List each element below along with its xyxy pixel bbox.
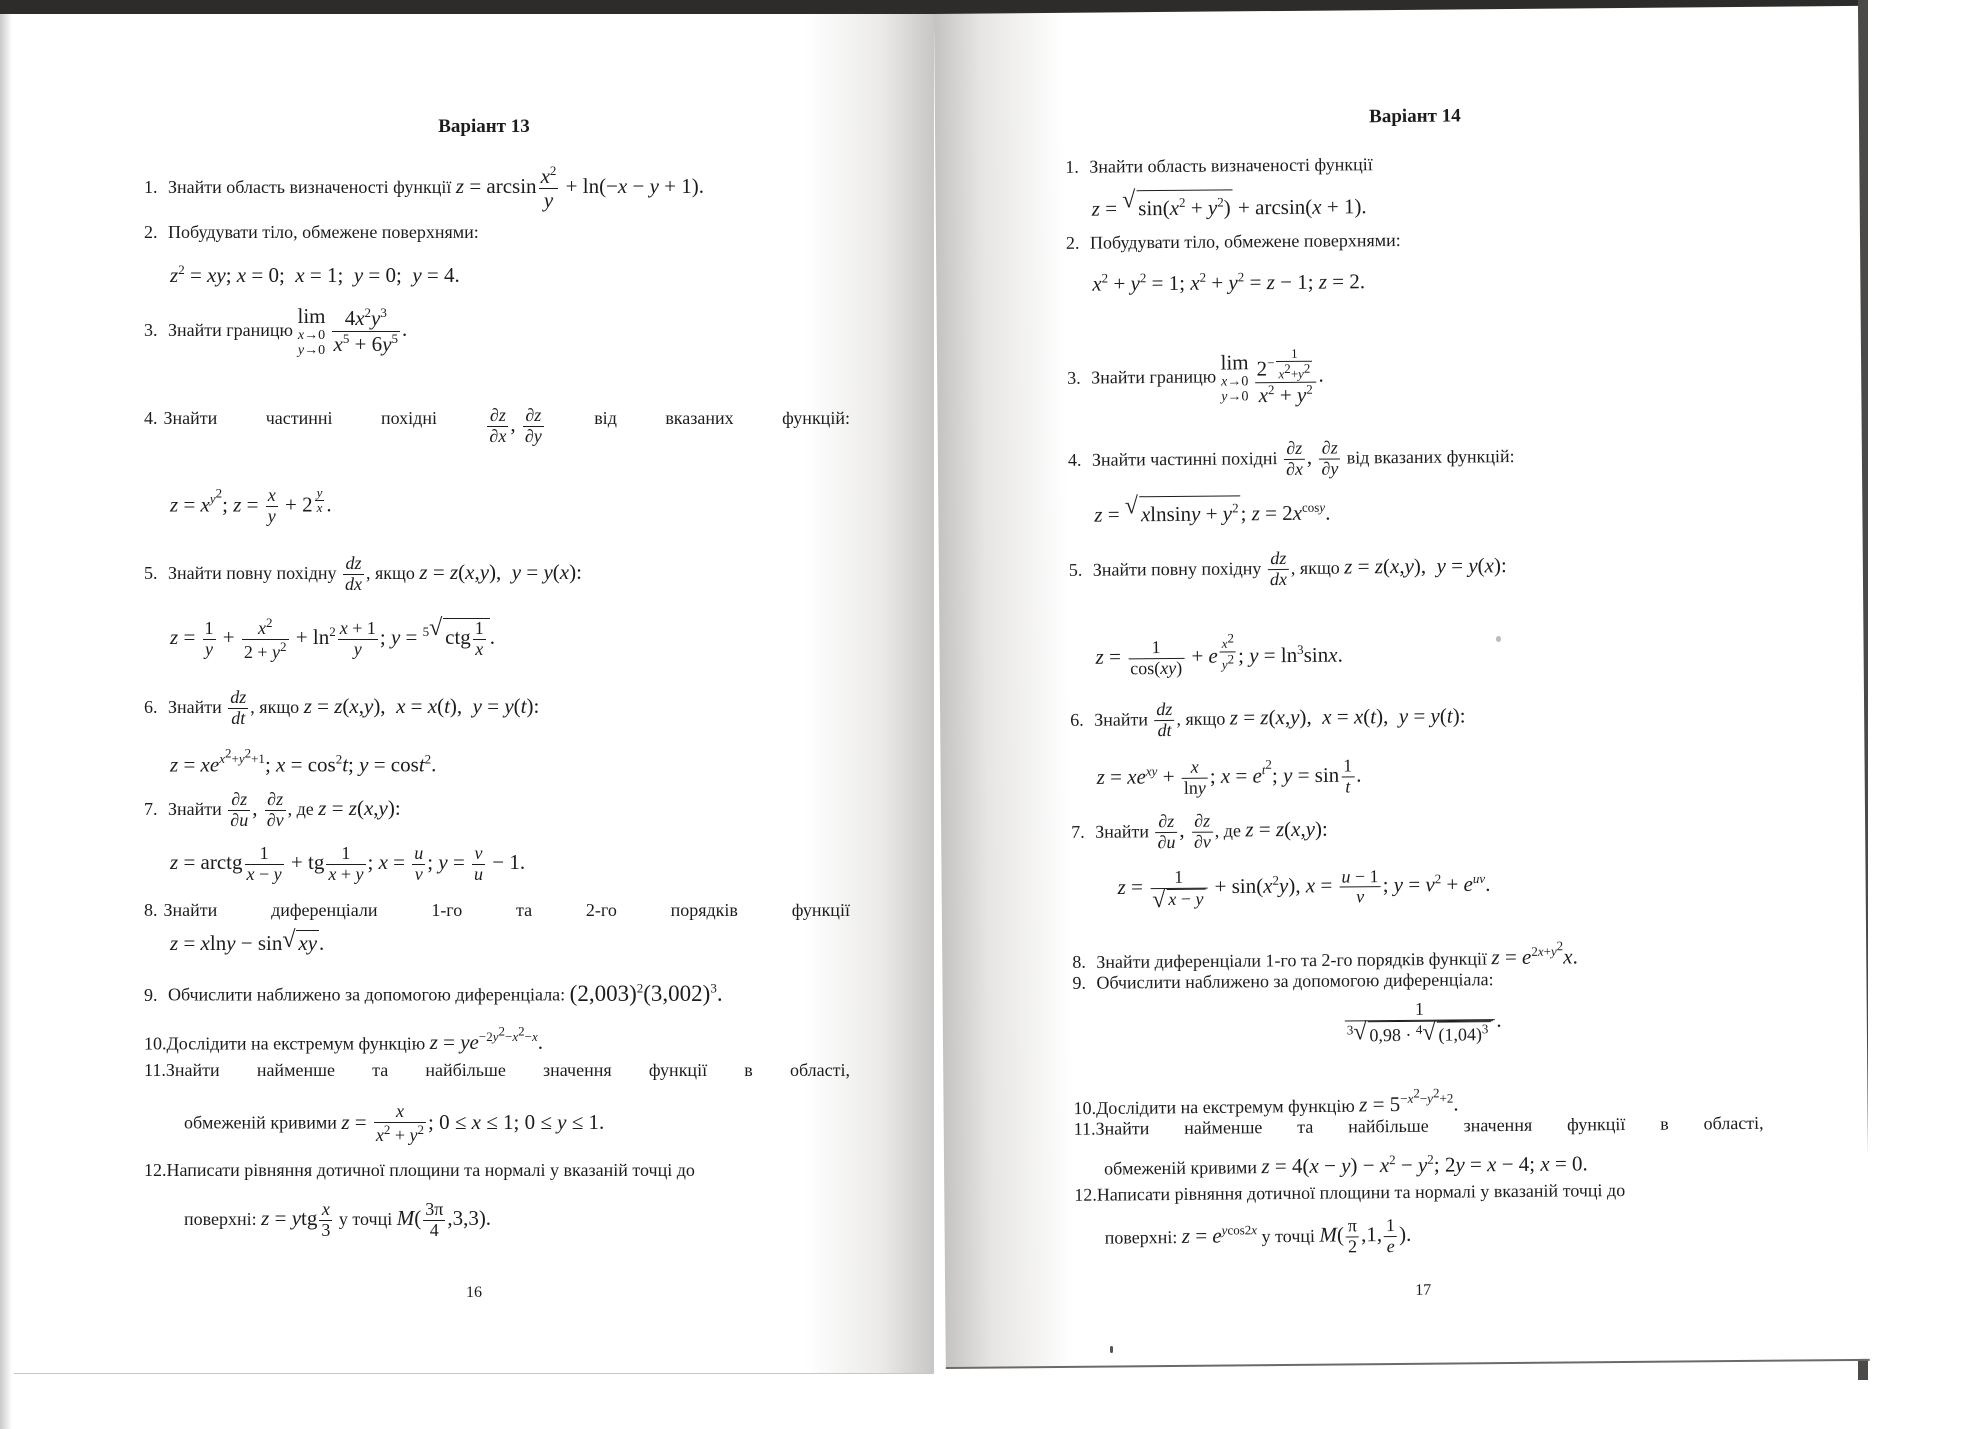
word: диференціали (271, 900, 378, 920)
word: значення (543, 1060, 612, 1080)
exercise-12-cont (184, 1200, 491, 1241)
exercise-text: Дослідити на екстремум функцію (1095, 1095, 1355, 1118)
exercise-number: 8. (144, 900, 158, 920)
exercise-4 (144, 406, 850, 447)
exercise-text: Знайти диференціали 1-го та 2-го порядків функції (1096, 948, 1488, 972)
exercise-5 (144, 554, 582, 595)
exercise-10 (144, 1020, 543, 1055)
variant-14-title: Варіант 14 (1369, 105, 1461, 128)
word: Знайти (163, 408, 218, 428)
exercise-number: 3. (1067, 367, 1081, 388)
formula: z = z(x,y), x = x(t), y = y(t): (1229, 703, 1466, 730)
exercise-number: 2. (144, 222, 158, 242)
exercise-text: Обчислити наближено за допомогою диференціала: (168, 984, 566, 1005)
formula: $z = xe^{x^2+y^2+1}$; $x = \cos^2t$; y = cost$^2$. (170, 746, 437, 777)
exercise-6 (1070, 697, 1466, 741)
exercise-11-cont (1104, 1146, 1588, 1180)
exercise-text: обмеженій кривими (1103, 1157, 1258, 1179)
formula: z = z(x,y), y = y(x): (1344, 553, 1507, 579)
word: найбільше (1348, 1115, 1429, 1137)
formula: z = z(x,y), x = x(t), y = y(t): (303, 694, 540, 719)
exercise-number: 3. (144, 319, 158, 340)
word: функцій: (782, 408, 850, 428)
exercise-text: Знайти (1094, 709, 1149, 730)
formula: $z = e^{ycos2x}$ (1181, 1222, 1258, 1248)
word: в (1660, 1113, 1669, 1134)
exercise-7 (1071, 811, 1328, 854)
formula: $\frac{dz}{dx}$ (1266, 555, 1291, 579)
formula: z = $\frac{x}{x^2 + y^2}$ ; 0 ≤ x ≤ 1; 0 ≤ y ≤ 1. (341, 1101, 605, 1145)
formula: z = z(x,y), y = y(x): (419, 560, 582, 585)
exercise-text: , якщо (1290, 557, 1340, 579)
formula: $\frac{dz}{dx}$ (345, 553, 363, 594)
scan-speck (1496, 636, 1501, 642)
formula: z = 1 √ x − y + $\sin(x^2y)$, x = $\frac{u - 1}{v}$ ; $y = v^2 + e^{uv}$. (1117, 865, 1490, 910)
formula: z = z(x,y): (1245, 816, 1328, 842)
exercise-text: , де (1214, 820, 1241, 841)
exercise-11 (144, 1058, 850, 1082)
formula: $z = e^{2x+y^2}x$. (1491, 938, 1578, 970)
formula: lim x→0 y→0 $2^{- \frac{1}{x^2+y^2}}$ $x^2 + y^2$ . (1220, 345, 1324, 408)
formula: z = xlny − sin√ xy. (170, 930, 324, 955)
formula: z = ytg $\frac{x}{3}$ (261, 1199, 331, 1240)
exercise-number: 1. (1065, 156, 1079, 177)
exercise-number: 6. (1070, 709, 1084, 730)
scan-speck (1110, 1346, 1113, 1353)
exercise-text: , де (287, 799, 314, 820)
exercise-text: Знайти область визначеності функції (168, 176, 452, 197)
word: найменше (256, 1060, 335, 1080)
exercise-2 (144, 220, 479, 244)
word: в (744, 1060, 753, 1080)
formula: $z^2$ = xy; x = 0; x = 1; y = 0; y = 4. (170, 262, 460, 287)
formula: $z = 5^{-x^2-y^2+2}$. (1359, 1085, 1459, 1117)
word: 1-го (431, 900, 463, 920)
page-16 (14, 14, 934, 1374)
formula: z = z(x,y): (318, 796, 401, 821)
exercise-text: Знайти область визначеності функції (1089, 154, 1373, 177)
exercise-12 (144, 1158, 695, 1182)
exercise-number: 12. (144, 1160, 167, 1180)
word: області, (1703, 1112, 1764, 1134)
exercise-number: 12. (1074, 1184, 1097, 1205)
exercise-3 (144, 304, 407, 358)
exercise-text: від вказаних функцій: (1346, 446, 1515, 468)
page-number: 17 (1415, 1281, 1432, 1299)
formula: z = $\frac{1}{y}$ + $\frac{x^2}{2 + y^2}$ + $\ln^2$ $\frac{x + 1}{y}$ ; y = $^5$√ ctg $\frac{1}{x}$ . (170, 616, 495, 663)
word: Знайти (165, 1060, 220, 1080)
formula: z = √ $\sin(x^2 + y^2) + \arcsin(x + 1)$. (1092, 188, 1367, 220)
exercise-number: 5. (144, 563, 158, 584)
formula: $\frac{dz}{dt}$ (1152, 706, 1176, 730)
exercise-1 (144, 164, 704, 212)
exercise-text: Знайти (168, 799, 222, 820)
page-number: 16 (466, 1284, 482, 1301)
exercise-text: Знайти (1095, 821, 1150, 842)
word: функції (791, 900, 850, 920)
word: від (594, 408, 617, 428)
exercise-1 (1065, 152, 1373, 179)
formula: z = arctg $\frac{1}{x - y}$ + tg $\frac{1}{x + y}$ ; x = $\frac{u}{v}$ ; y = $\frac{v}{u}$ − 1. (170, 843, 526, 884)
exercise-text: Знайти частинні похідні (1091, 448, 1278, 470)
formula: $z = ye^{-2y^2-x^2-x}$. (429, 1024, 543, 1055)
formula: $\frac{\partial z}{\partial x}$ , $\frac{\partial z}{\partial y}$ (1282, 445, 1343, 470)
exercise-text: , якщо (250, 697, 300, 718)
word: найбільше (425, 1060, 506, 1080)
exercise-7 (144, 790, 401, 831)
word: функції (648, 1060, 708, 1080)
exercise-number: 4. (1067, 449, 1082, 470)
exercise-text: Побудувати тіло, обмежене поверхнями: (168, 222, 479, 242)
exercise-number: 2. (1065, 232, 1080, 253)
exercise-11 (1074, 1111, 1764, 1141)
formula: $z = 4(x - y) - x^2 - y^2$; 2y = x − 4; x = 0. (1261, 1151, 1588, 1179)
variant-13-title: Варіант 13 (438, 116, 530, 137)
exercise-text: Написати рівняння дотичної площини та нормалі у вказаній точці до (166, 1160, 695, 1180)
word: та (1297, 1116, 1314, 1137)
formula: $z = x^{y^2}$; z = $\frac{x}{y}$ + 2 $^{\frac{y}{x}}$ . (170, 484, 332, 527)
formula: lim x→0 y→0 $\frac{4x^2y^3}{x^5 + 6y^5}$ . (297, 304, 408, 358)
exercise-text: Знайти повну похідну (1092, 558, 1262, 580)
exercise-text: обмеженій кривими (184, 1112, 337, 1133)
exercise-number: 10. (1073, 1097, 1097, 1119)
exercise-9 (1072, 967, 1493, 995)
exercise-5 (1069, 547, 1507, 591)
word: значення (1463, 1114, 1533, 1136)
formula: z = √ $xlnsiny + y^2$; $z = 2x^{cosy}$. (1094, 495, 1330, 527)
exercise-2 (1066, 228, 1401, 255)
word: похідні (380, 408, 437, 428)
exercise-4 (1068, 437, 1515, 481)
exercise-number: 1. (144, 176, 158, 197)
exercise-number: 4. (144, 408, 158, 428)
scan-left-edge (0, 0, 12, 1429)
exercise-number: 8. (1072, 952, 1086, 973)
exercise-number: 9. (144, 984, 158, 1005)
formula: M( $\frac{\pi}{2}$ ,1, $\frac{1}{e}$ ). (1319, 1215, 1412, 1257)
exercise-number: 10. (144, 1033, 167, 1054)
formula: $\frac{dz}{dt}$ (230, 687, 247, 728)
exercise-8 (144, 898, 850, 922)
exercise-text: Знайти (168, 697, 222, 718)
exercise-text: Обчислити наближено за допомогою диференціала: (1096, 969, 1494, 993)
formula: $z = xe^{xy}$ + $\frac{x}{\ln y}$ ; $x = e^{t^2}$; y = sin $\frac{1}{t}$ . (1096, 755, 1362, 798)
formula: z = arcsin $\frac{x^2}{y}$ + ln(−x − y + 1). (455, 163, 704, 213)
exercise-text: Знайти повну похідну (168, 563, 337, 584)
exercise-number: 9. (1072, 972, 1087, 993)
exercise-text: Знайти границю (168, 319, 293, 340)
exercise-9 (144, 976, 723, 1007)
word: Знайти (163, 900, 218, 920)
exercise-3 (1067, 347, 1324, 409)
formula: $\frac{\partial z}{\partial u}$ , $\frac{\partial z}{\partial v}$ (1153, 818, 1215, 843)
formula: $x^2 + y^2 = 1$; $x^2 + y^2 = z - 1$; z = 2. (1092, 269, 1366, 296)
word: вказаних (665, 408, 734, 428)
exercise-number: 6. (144, 697, 158, 718)
formula: $\frac{\partial z}{\partial u}$ , $\frac{\partial z}{\partial v}$ (230, 789, 284, 830)
word: порядків (670, 900, 738, 920)
word: області, (789, 1060, 850, 1080)
exercise-text: у точці (338, 1209, 393, 1230)
exercise-number: 5. (1068, 559, 1083, 580)
formula: $\frac{1}{^3√ 0,98 \cdot ^4√ (1,04)^3}$ . (1343, 999, 1502, 1046)
formula: M( $\frac{3\pi}{4}$ ,3,3). (396, 1199, 492, 1240)
exercise-text: , якщо (366, 563, 415, 584)
formula: $\frac{\partial z}{\partial x}$ , $\frac{\partial z}{\partial y}$ (489, 405, 542, 446)
word: частинні (265, 408, 333, 428)
exercise-text: Дослідити на екстремум функцію (166, 1033, 426, 1054)
exercise-text: у точці (1261, 1225, 1316, 1247)
exercise-text: , якщо (1176, 708, 1226, 730)
exercise-number: 7. (1071, 821, 1085, 842)
exercise-6 (144, 688, 539, 729)
exercise-11-cont (184, 1102, 604, 1146)
exercise-text: поверхні: (1104, 1227, 1178, 1248)
exercise-number: 11. (1073, 1118, 1096, 1139)
word: функції (1566, 1114, 1626, 1135)
word: та (372, 1060, 389, 1080)
word: та (516, 900, 533, 920)
page-17 (934, 6, 1870, 1369)
exercise-12-cont (1105, 1216, 1412, 1259)
word: 2-го (585, 900, 617, 920)
word: найменше (1184, 1117, 1263, 1138)
formula: $(2,003)^2(3,002)^3$. (569, 980, 723, 1006)
exercise-12 (1074, 1178, 1625, 1207)
exercise-text: поверхні: (184, 1209, 257, 1230)
word: Знайти (1095, 1118, 1150, 1139)
exercise-number: 7. (144, 799, 158, 820)
formula: z = $\frac{1}{\cos(xy)}$ + e $^{\frac{x^2}{y^2}}$ ; $y = \ln^3\sin x$. (1095, 630, 1343, 679)
exercise-text: Написати рівняння дотичної площини та нормалі у вказаній точці до (1096, 1180, 1626, 1205)
exercise-text: Знайти границю (1091, 366, 1217, 388)
exercise-text: Побудувати тіло, обмежене поверхнями: (1089, 229, 1401, 253)
exercise-number: 11. (144, 1060, 166, 1080)
